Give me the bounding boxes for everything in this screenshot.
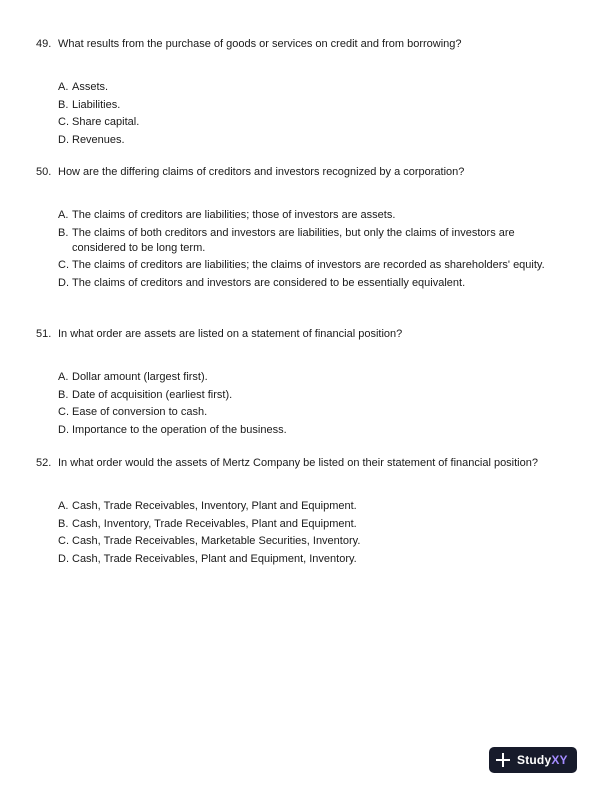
option-letter: A.	[58, 500, 69, 512]
option-letter: A.	[58, 371, 69, 383]
option-letter: A.	[58, 209, 69, 221]
question-number: 50.	[36, 166, 52, 178]
plus-icon	[495, 752, 511, 768]
option-letter: B.	[58, 388, 69, 401]
option-letter: B.	[58, 517, 69, 530]
option-c	[58, 405, 566, 420]
option-b	[58, 517, 566, 532]
option-text: Cash, Trade Receivables, Plant and Equipment, Inventory.	[72, 552, 357, 565]
studyxy-logo[interactable]	[489, 747, 577, 773]
option-a	[58, 208, 566, 223]
option-letter: A.	[58, 81, 69, 93]
option-c	[58, 534, 566, 549]
question-text: What results from the purchase of goods or services on credit and from borrowing?	[58, 38, 462, 50]
option-letter: C.	[58, 259, 69, 271]
option-text: Dollar amount (largest first).	[72, 371, 208, 383]
brand-name-main: Study	[517, 753, 552, 767]
option-b	[58, 226, 566, 256]
brand-name	[517, 753, 568, 767]
question-number: 52.	[36, 457, 52, 469]
option-letter: D.	[58, 276, 69, 289]
option-text: The claims of creditors are liabilities; those of investors are assets.	[72, 209, 396, 221]
option-c	[58, 258, 566, 273]
option-letter: C.	[58, 116, 69, 128]
option-text: Revenues.	[72, 133, 125, 146]
question-51	[36, 327, 566, 440]
option-text: Cash, Trade Receivables, Marketable Securities, Inventory.	[72, 535, 361, 547]
options-list	[36, 499, 566, 567]
question-52	[36, 456, 566, 569]
option-a	[58, 370, 566, 385]
option-a	[58, 80, 566, 95]
option-text: Ease of conversion to cash.	[72, 406, 208, 418]
option-letter: D.	[58, 423, 69, 436]
question-50	[36, 165, 566, 293]
option-text: Importance to the operation of the business.	[72, 423, 287, 436]
option-letter: C.	[58, 535, 69, 547]
question-number: 49.	[36, 38, 52, 50]
option-text: Share capital.	[72, 116, 140, 128]
question-text: In what order would the assets of Mertz Company be listed on their statement of financial position?	[58, 457, 538, 469]
options-list	[36, 370, 566, 438]
option-text: Assets.	[72, 81, 109, 93]
option-d	[58, 552, 566, 567]
question-text: How are the differing claims of creditors and investors recognized by a corporation?	[58, 166, 465, 178]
option-text: Cash, Inventory, Trade Receivables, Plant and Equipment.	[72, 517, 357, 530]
options-list	[36, 208, 566, 291]
option-letter: B.	[58, 226, 69, 239]
option-text: Liabilities.	[72, 98, 121, 111]
option-c	[58, 115, 566, 130]
option-text: The claims of both creditors and investors are liabilities, but only the claims of investors are considered to be long term.	[72, 226, 515, 254]
option-text: Date of acquisition (earliest first).	[72, 388, 233, 401]
option-letter: C.	[58, 406, 69, 418]
brand-name-accent: XY	[551, 753, 568, 767]
option-d	[58, 133, 566, 148]
question-number: 51.	[36, 328, 52, 340]
option-b	[58, 98, 566, 113]
option-text: The claims of creditors are liabilities; the claims of investors are recorded as shareholders' equity.	[72, 259, 545, 271]
option-letter: D.	[58, 552, 69, 565]
option-a	[58, 499, 566, 514]
option-d	[58, 423, 566, 438]
question-text: In what order are assets are listed on a statement of financial position?	[58, 328, 403, 340]
option-b	[58, 388, 566, 403]
option-text: The claims of creditors and investors are considered to be essentially equivalent.	[72, 276, 466, 289]
option-letter: B.	[58, 98, 69, 111]
option-d	[58, 276, 566, 291]
option-text: Cash, Trade Receivables, Inventory, Plant and Equipment.	[72, 500, 357, 512]
option-letter: D.	[58, 133, 69, 146]
options-list	[36, 80, 566, 148]
question-49	[36, 37, 566, 150]
